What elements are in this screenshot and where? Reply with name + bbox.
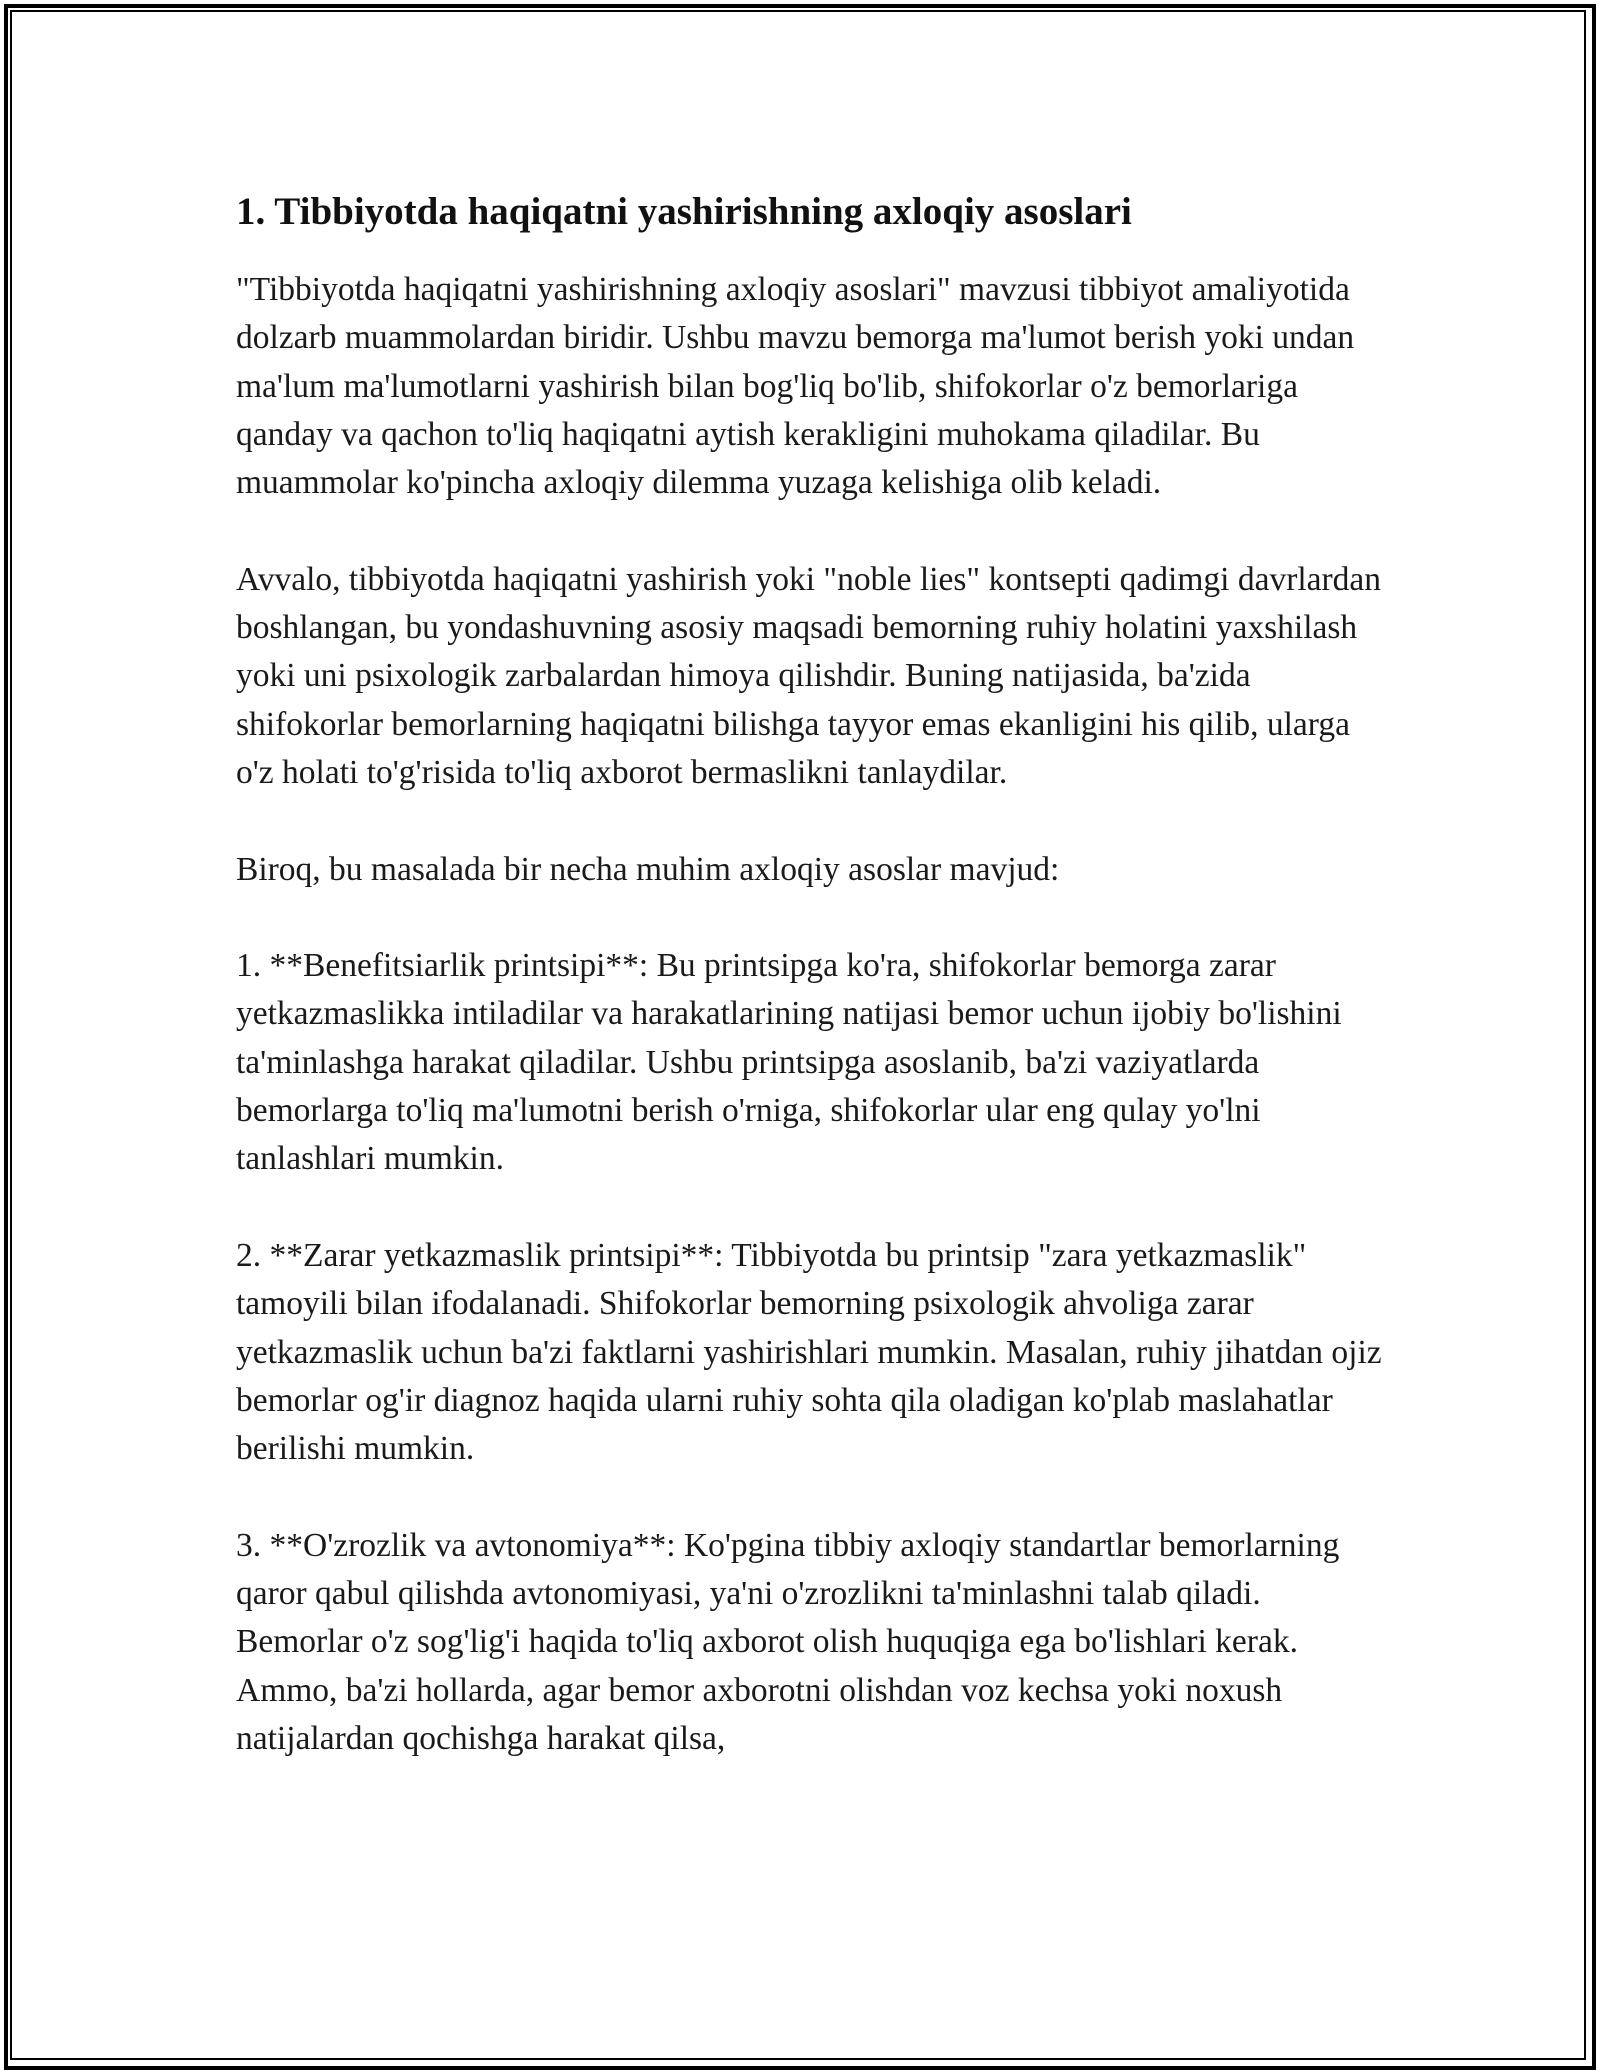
document-page xyxy=(236,186,1386,1812)
paragraph-principle-beneficence: 1. **Benefitsiarlik printsipi**: Bu printsipga ko'ra, shifokorlar bemorga zarar yetkazmaslikka intiladilar va harakatlarining natijasi bemor uchun ijobiy bo'lishini ta'minlashga harakat qiladilar. Ushbu printsipga asoslanib, ba'zi vaziyatlarda bemorlarga to'liq ma'lumotni berish o'rniga, shifokorlar ular eng qulay yo'lni tanlashlari mumkin. xyxy=(236,947,1342,1178)
paragraph-principle-nonmaleficence: 2. **Zarar yetkazmaslik printsipi**: Tibbiyotda bu printsip "zara yetkazmaslik" tamoyili bilan ifodalanadi. Shifokorlar bemorning psixologik ahvoliga zarar yetkazmaslik uchun ba'zi faktlarni yashirishlari mumkin. Masalan, ruhiy jihatdan ojiz bemorlar og'ir diagnoz haqida ularni ruhiy sohta qila oladigan ko'plab maslahatlar berilishi mumkin. xyxy=(236,1236,1382,1468)
paragraph-principles-intro: Biroq, bu masalada bir necha muhim axloqiy asoslar mavjud: xyxy=(236,850,1060,888)
paragraph-noble-lies: Avvalo, tibbiyotda haqiqatni yashirish yoki "noble lies" kontsepti qadimgi davrlardan boshlangan, bu yondashuvning asosiy maqsadi bemorning ruhiy holatini yaxshilash yoki uni psixologik zarbalardan himoya qilishdir. Buning natijasida, ba'zida shifokorlar bemorlarning haqiqatni bilishga tayyor emas ekanligini his qilib, ularga o'z holati to'g'risida to'liq axborot bermaslikni tanlaydilar. xyxy=(236,560,1382,791)
document-title: 1. Tibbiyotda haqiqatni yashirishning axloqiy asoslari xyxy=(236,190,1132,233)
paragraph-principle-autonomy: 3. **O'zrozlik va avtonomiya**: Ko'pgina tibbiy axloqiy standartlar bemorlarning qaror qabul qilishda avtonomiyasi, ya'ni o'zrozlikni ta'minlashni talab qiladi. Bemorlar o'z sog'lig'i haqida to'liq axborot olish huquqiga ega bo'lishlari kerak. Ammo, ba'zi hollarda, agar bemor axborotni olishdan voz kechsa yoki noxush natijalardan qochishga harakat qilsa, xyxy=(236,1526,1340,1757)
paragraph-intro: "Tibbiyotda haqiqatni yashirishning axloqiy asoslari" mavzusi tibbiyot amaliyotida dolzarb muammolardan biridir. Ushbu mavzu bemorga ma'lumot berish yoki undan ma'lum ma'lumotlarni yashirish bilan bog'liq bo'lib, shifokorlar o'z bemorlariga qanday va qachon to'liq haqiqatni aytish kerakligini muhokama qiladilar. Bu muammolar ko'pincha axloqiy dilemma yuzaga kelishiga olib keladi. xyxy=(236,271,1355,502)
